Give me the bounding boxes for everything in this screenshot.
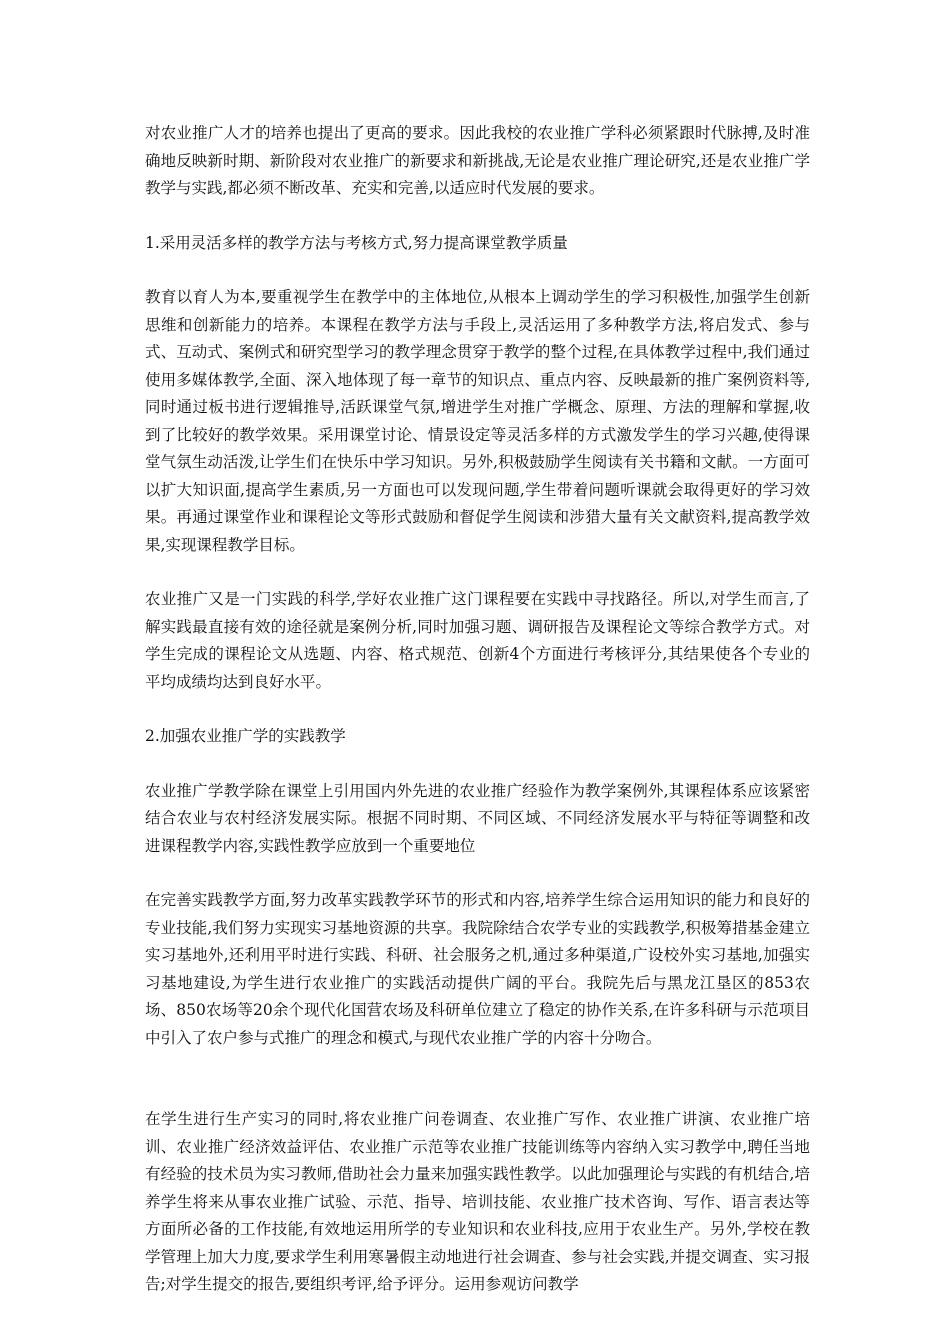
paragraph-practice-science: 农业推广又是一门实践的科学,学好农业推广这门课程要在实践中寻找路径。所以,对学生而言,了解实践最直接有效的途径就是案例分析,同时加强习题、调研报告及课程论文等综合教学方式。对学生完成的课程论文从选题、内容、格式规范、创新4个方面进行考核评分,其结果使各个专业的平均成绩均达到良好水平。 bbox=[145, 590, 810, 691]
paragraph-production-internship: 在学生进行生产实习的同时,将农业推广问卷调查、农业推广写作、农业推广讲演、农业推广培训、农业推广经济效益评估、农业推广示范等农业推广技能训练等内容纳入实习教学中,聘任当地有经验的技术员为实习教师,借助社会力量来加强实践性教学。以此加强理论与实践的有机结合,培养学生将来从事农业推广试验、示范、指导、培训技能、农业推广技术咨询、写作、语言表达等方面所必备的工作技能,有效地运用所学的专业知识和农业科技,应用于农业生产。另外,学校在教学管理上加大力度,要求学生利用寒暑假主动地进行社会调查、参与社会实践,并提交调查、实习报告;对学生提交的报告,要组织考评,给予评分。运用参观访问教学 bbox=[145, 1110, 810, 1293]
section-heading-1: 1.采用灵活多样的教学方法与考核方式,努力提高课堂教学质量 bbox=[145, 233, 568, 252]
section-heading-2: 2.加强农业推广学的实践教学 bbox=[145, 727, 346, 745]
paragraph-course-system: 农业推广学教学除在课堂上引用国内外先进的农业推广经验作为教学案例外,其课程体系应该紧密结合农业与农村经济发展实际。根据不同时期、不同区域、不同经济发展水平与特征等调整和改进课程教学内容,实践性教学应放到一个重要地位 bbox=[145, 781, 810, 855]
paragraph-intro: 对农业推广人才的培养也提出了更高的要求。因此我校的农业推广学科必须紧跟时代脉搏,及时准确地反映新时期、新阶段对农业推广的新要求和新挑战,无论是农业推广理论研究,还是农业推广学教学与实践,都必须不断改革、充实和完善,以适应时代发展的要求。 bbox=[145, 124, 810, 197]
paragraph-practice-bases: 在完善实践教学方面,努力改革实践教学环节的形式和内容,培养学生综合运用知识的能力和良好的专业技能,我们努力实现实习基地资源的共享。我院除结合农学专业的实践教学,积极筹措基金建立实习基地外,还利用平时进行实践、科研、社会服务之机,通过多种渠道,广设校外实习基地,加强实习基地建设,为学生进行农业推广的实践活动提供广阔的平台。我院先后与黑龙江垦区的853农场、850农场等20余个现代化国营农场及科研单位建立了稳定的协作关系,在许多科研与示范项目中引入了农户参与式推广的理念和模式,与现代农业推广学的内容十分吻合。 bbox=[145, 891, 810, 1047]
paragraph-teaching-methods: 教育以育人为本,要重视学生在教学中的主体地位,从根本上调动学生的学习积极性,加强学生创新思维和创新能力的培养。本课程在教学方法与手段上,灵活运用了多种教学方法,将启发式、参与式、互动式、案例式和研究型学习的教学理念贯穿于教学的整个过程,在具体教学过程中,我们通过使用多媒体教学,全面、深入地体现了每一章节的知识点、重点内容、反映最新的推广案例资料等,同时通过板书进行逻辑推导,活跃课堂气氛,增进学生对推广学概念、原理、方法的理解和掌握,收到了比较好的教学效果。采用课堂讨论、情景设定等灵活多样的方式激发学生的学习兴趣,使得课堂气氛生动活泼,让学生们在快乐中学习知识。另外,积极鼓励学生阅读有关书籍和文献。一方面可以扩大知识面,提高学生素质,另一方面也可以发现问题,学生带着问题听课就会取得更好的学习效果。再通过课堂作业和课程论文等形式鼓励和督促学生阅读和涉猎大量有关文献资料,提高教学效果,实现课程教学目标。 bbox=[145, 288, 810, 554]
document-body bbox=[145, 120, 810, 1299]
